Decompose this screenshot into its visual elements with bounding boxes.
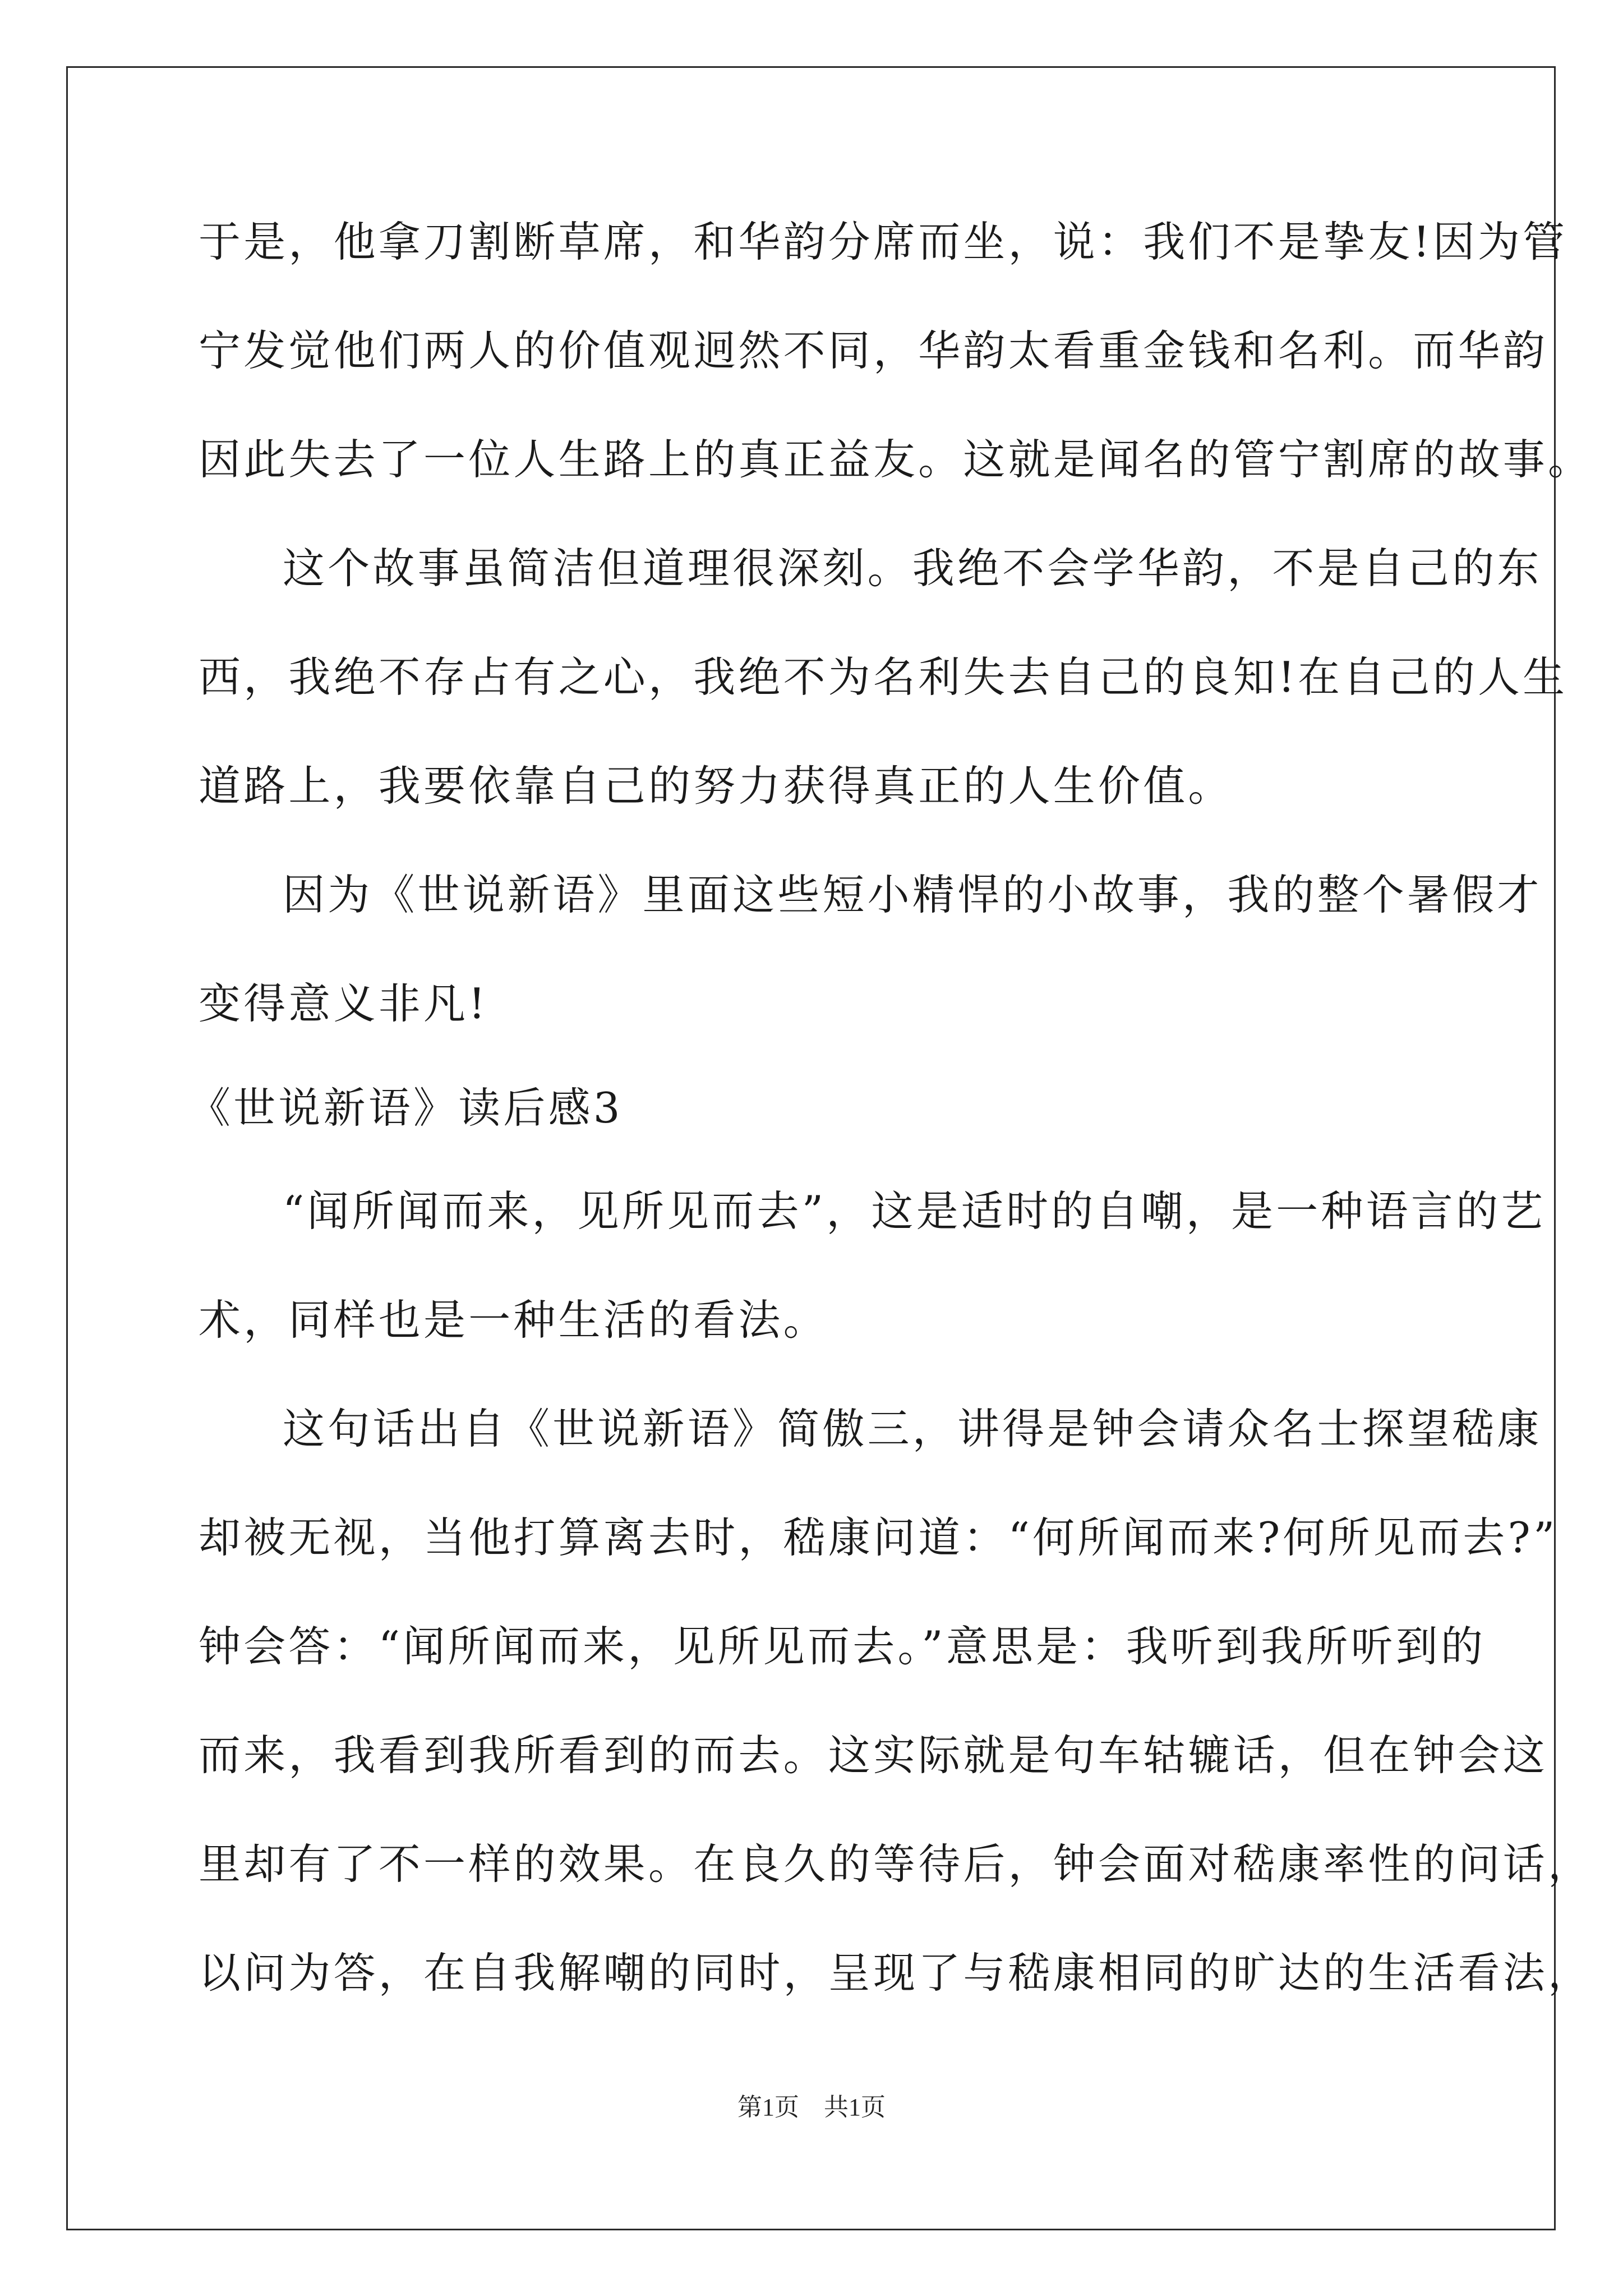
section-heading: 《世说新语》读后感3 xyxy=(188,1083,623,1133)
text-line: 于是，他拿刀割断草席，和华韵分席而坐，说：我们不是挚友!因为管 xyxy=(199,217,1568,266)
text-line: 因此失去了一位人生路上的真正益友。这就是闻名的管宁割席的故事。 xyxy=(199,435,1593,484)
text-line: 这句话出自《世说新语》简傲三，讲得是钟会请众名士探望嵇康 xyxy=(283,1404,1542,1453)
text-line: 道路上，我要依靠自己的努力获得真正的人生价值。 xyxy=(199,761,1233,811)
text-line: 却被无视，当他打算离去时，嵇康问道：“何所闻而来?何所见而去?” xyxy=(199,1513,1558,1562)
text-line: 术，同样也是一种生活的看法。 xyxy=(199,1295,828,1345)
text-line: 这个故事虽简洁但道理很深刻。我绝不会学华韵，不是自己的东 xyxy=(283,544,1542,593)
page-number: 第1页 共1页 xyxy=(737,2093,886,2121)
text-line: 里却有了不一样的效果。在良久的等待后，钟会面对嵇康率性的问话， xyxy=(199,1839,1593,1889)
text-line: “闻所闻而来，见所见而去”，这是适时的自嘲，是一种语言的艺 xyxy=(283,1186,1546,1236)
page-border xyxy=(66,66,1556,2230)
text-line: 因为《世说新语》里面这些短小精悍的小故事，我的整个暑假才 xyxy=(283,870,1542,919)
text-line: 变得意义非凡! xyxy=(199,979,488,1028)
text-line: 宁发觉他们两人的价值观迥然不同，华韵太看重金钱和名利。而华韵 xyxy=(199,326,1548,375)
text-line: 以问为答，在自我解嘲的同时，呈现了与嵇康相同的旷达的生活看法， xyxy=(199,1948,1593,1998)
text-line: 而来，我看到我所看到的而去。这实际就是句车轱辘话，但在钟会这 xyxy=(199,1731,1548,1780)
text-line: 钟会答：“闻所闻而来，见所见而去。”意思是：我听到我所听到的 xyxy=(199,1622,1486,1671)
text-line: 西，我绝不存占有之心，我绝不为名利失去自己的良知!在自己的人生 xyxy=(199,652,1568,702)
